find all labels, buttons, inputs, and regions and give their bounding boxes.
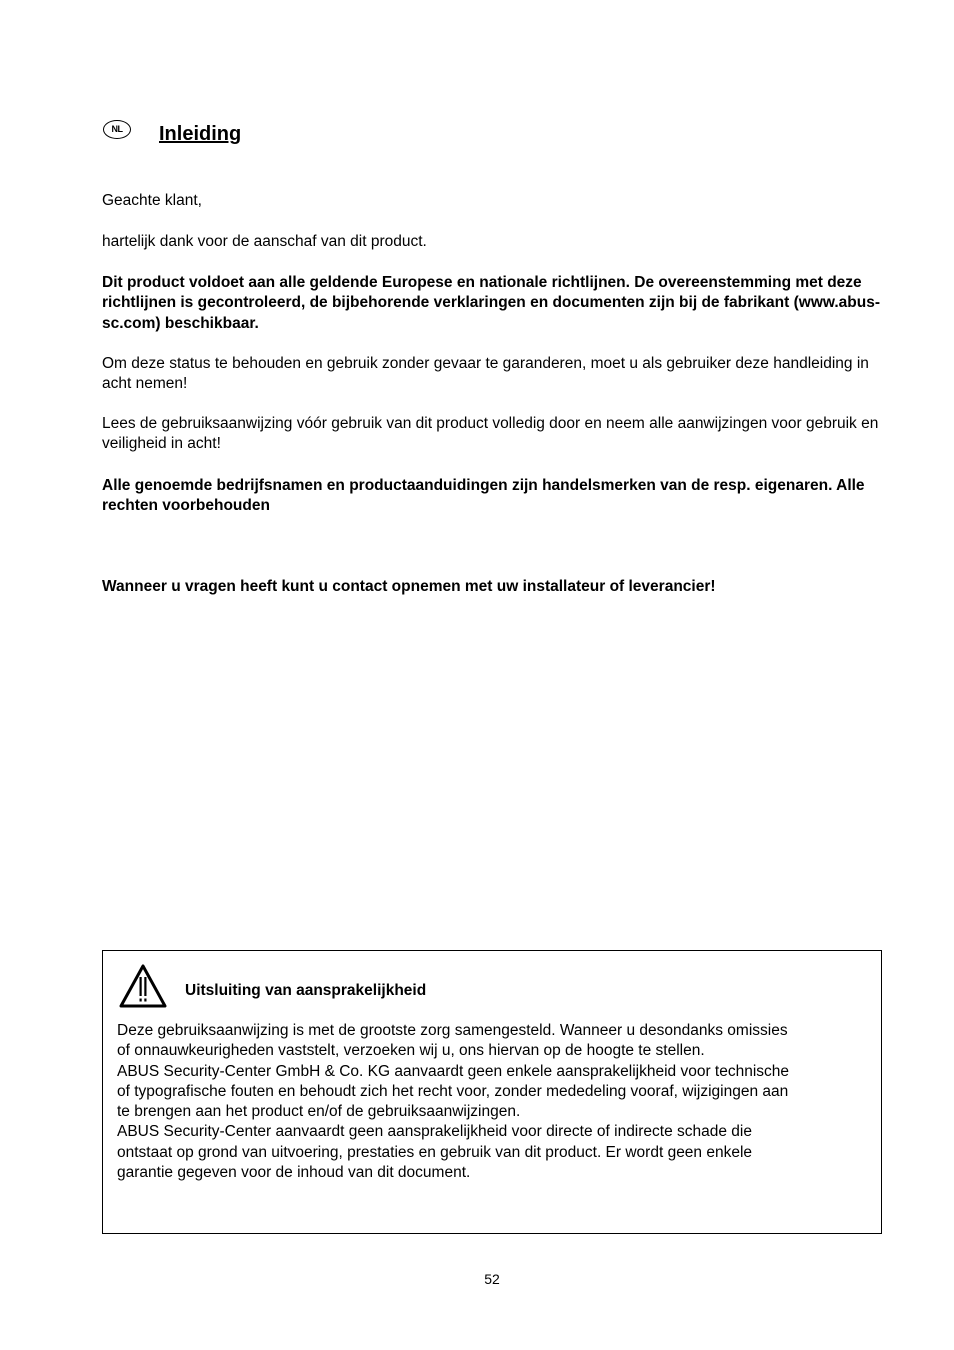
page-number: 52: [484, 1271, 500, 1287]
page-title: Inleiding: [159, 123, 242, 145]
disclaimer-text: [117, 1021, 883, 1183]
thanks-text: hartelijk dank voor de aanschaf van dit product.: [102, 233, 427, 250]
disclaimer-line: of typografische fouten en behoudt zich het recht voor, zonder mededeling vooraf, wijzigingen aan: [117, 1082, 789, 1100]
disclaimer-line: ABUS Security-Center GmbH & Co. KG aanvaardt geen enkele aansprakelijkheid voor technische: [117, 1062, 790, 1080]
disclaimer-line: ABUS Security-Center aanvaardt geen aansprakelijkheid voor directe of indirecte schade die: [117, 1123, 752, 1141]
disclaimer-title: Uitsluiting van aansprakelijkheid: [185, 982, 427, 999]
greeting-text: Geachte klant,: [102, 192, 202, 209]
status-text: Om deze status te behouden en gebruik zonder gevaar te garanderen, moet u als gebruiker deze handleiding in acht nemen!: [102, 355, 869, 393]
disclaimer-line: te brengen aan het product en/of de gebruiksaanwijzingen.: [117, 1103, 521, 1121]
read-manual-text: Lees de gebruiksaanwijzing vóór gebruik van dit product volledig door en neem alle aanwijzingen voor gebruik en veiligheid in acht!: [102, 415, 879, 453]
trademarks-text: Alle genoemde bedrijfsnamen en productaanduidingen zijn handelsmerken van de resp. eigenaren. Alle rechten voorbehouden: [102, 477, 865, 515]
contact-text: Wanneer u vragen heeft kunt u contact opnemen met uw installateur of leverancier!: [102, 578, 716, 595]
disclaimer-line: ontstaat op grond van uitvoering, prestaties en gebruik van dit product. Er wordt geen enkele: [117, 1143, 753, 1161]
disclaimer-line: garantie gegeven voor de inhoud van dit document.: [117, 1164, 471, 1182]
warning-triangle-icon: [118, 963, 168, 1009]
disclaimer-line: of onnauwkeurigheden vaststelt, verzoeken wij u, ons hiervan op de hoogte te stellen.: [117, 1042, 705, 1060]
disclaimer-line: Deze gebruiksaanwijzing is met de grootste zorg samengesteld. Wanneer u desondanks omissies: [117, 1022, 788, 1039]
compliance-text: Dit product voldoet aan alle geldende Europese en nationale richtlijnen. De overeenstemming met deze richtlijnen is gecontroleerd, de bijbehorende verklaringen en documenten zijn bij de fabrikant (www.abus-sc.com) beschikbaar.: [102, 274, 881, 332]
language-badge-nl: NL: [103, 120, 131, 139]
